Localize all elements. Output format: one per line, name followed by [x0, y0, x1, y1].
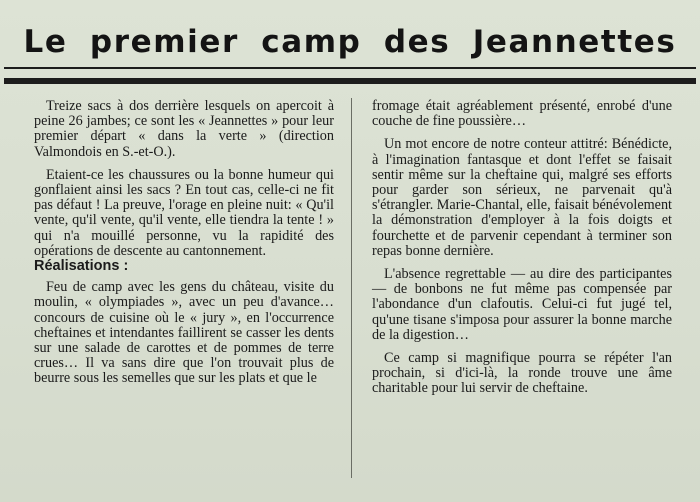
paragraph-cheese-continuation: fromage était agréablement présenté, enrobé d'une couche de fine poussière…	[372, 98, 672, 130]
paragraph-storm: Etaient-ce les chaussures ou la bonne humeur qui gonflaient ainsi les sacs ? En tout cas, celle-ci ne fit pas défaut ! La preuve, l'orage en pleine nuit: « Qu'il vente, qu'il vente, qu'il vente, elle tiendra la tente ! » qui n'a mouillé personne, vu la rapidité des opérations de descente au cantonnement.	[34, 166, 334, 259]
column-divider	[351, 98, 352, 478]
paragraph-activities: Feu de camp avec les gens du château, visite du moulin, « olympiades », avec un peu d'avance… concours de cuisine où le « jury », en l'occurrence cheftaines et intendantes faillirent se casser les dents sur une salade de carottes et de pommes de terre crues… Il va sans dire que l'on trouvait plus de beurre sous les semelles que sur les plats et que le	[34, 279, 334, 387]
paragraph-sweets: L'absence regrettable — au dire des participantes — de bonbons ne fut même pas compensée par l'abondance d'un clafoutis. Celui-ci fut jugé tel, qu'une tisane s'imposa pour assurer la bonne marche de la digestion…	[372, 266, 672, 343]
left-column	[34, 99, 334, 387]
paragraph-storyteller: Un mot encore de notre conteur attitré: Bénédicte, à l'imagination fantasque et dont l'effet se faisait sentir même sur la cheftaine qui, malgré ses efforts pour garder son sérieux, ne parvenait qu'à s'étrangler. Marie-Chantal, elle, faisait bénévolement la démonstration d'employer à la fois doigts et fourchette et de parvenir cependant à terminer son repas bonne dernière.	[372, 136, 672, 259]
right-column	[372, 99, 672, 397]
paragraph-departure: Treize sacs à dos derrière lesquels on apercoit à peine 26 jambes; ce sont les « Jeannettes » pour leur premier départ « dans la verte » (direction Valmondois en S.-et-O.).	[34, 98, 334, 160]
paragraph-conclusion: Ce camp si magnifique pourra se répéter l'an prochain, si d'ici-là, la ronde trouve une âme charitable pour lui servir de cheftaine.	[372, 350, 672, 397]
title-rule-thin	[4, 67, 696, 69]
section-heading-realisations: Réalisations :	[34, 258, 129, 275]
article-title: Le premier camp des Jeannettes	[23, 24, 677, 60]
title-rule-thick	[4, 78, 696, 84]
